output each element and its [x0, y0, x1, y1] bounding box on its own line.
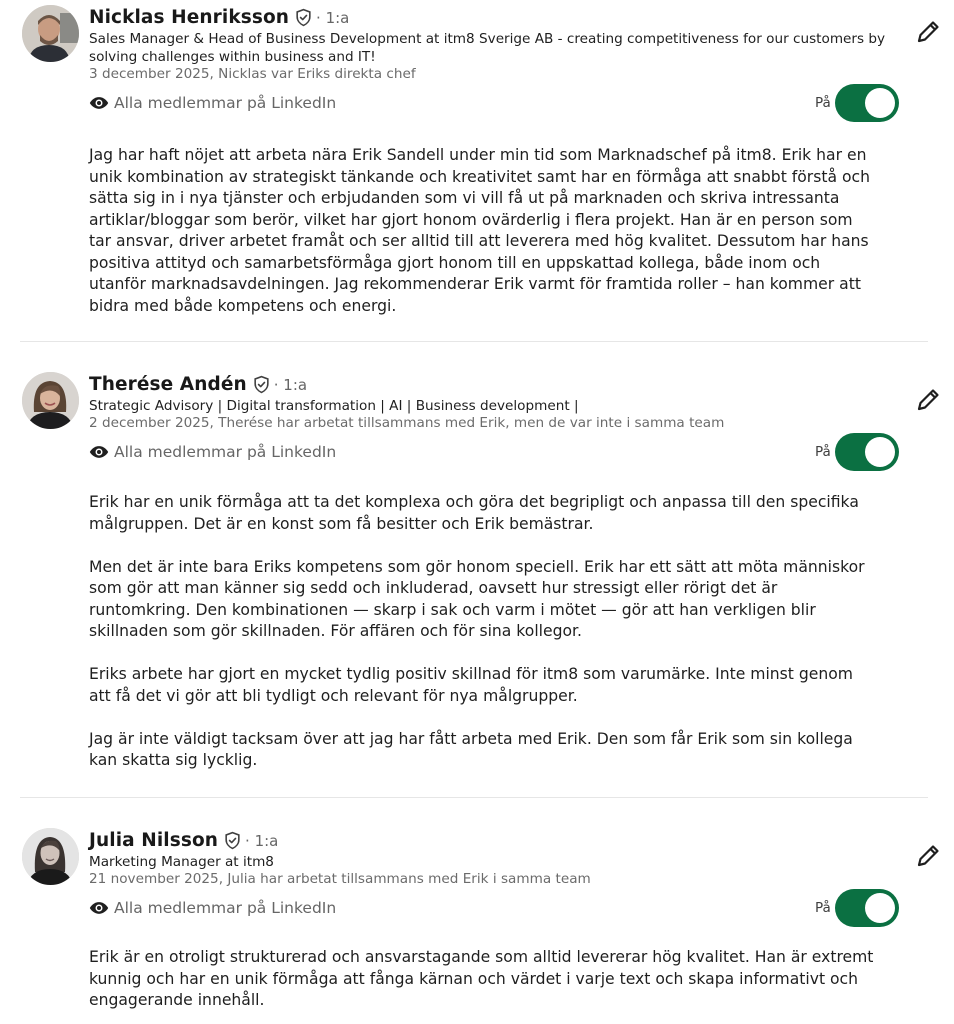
connection-degree: · 1:a: [273, 375, 308, 394]
eye-icon: [89, 901, 109, 915]
avatar-photo-icon: [22, 372, 79, 429]
author-headline: Sales Manager & Head of Business Development at itm8 Sverige AB - creating competitiveness for our customers by solving challenges within business and IT!: [89, 31, 886, 65]
show-on-profile-toggle[interactable]: [835, 84, 899, 122]
visibility-label: Alla medlemmar på LinkedIn: [114, 899, 337, 917]
divider: [20, 341, 928, 342]
recommendation-text: [89, 947, 879, 1012]
eye-icon: [89, 96, 109, 110]
recommendation-text: [89, 145, 879, 317]
visibility-setting: [89, 94, 336, 112]
author-row: [89, 7, 349, 28]
toggle-knob: [865, 893, 895, 923]
visibility-label: Alla medlemmar på LinkedIn: [114, 443, 337, 461]
toggle-label: På: [815, 444, 831, 460]
verified-shield-icon: [294, 8, 313, 27]
edit-button[interactable]: [914, 842, 942, 870]
avatar-photo-icon: [22, 828, 79, 885]
pencil-icon: [914, 18, 942, 46]
eye-icon: [89, 445, 109, 459]
recommendation-meta: 21 november 2025, Julia har arbetat tillsammans med Erik i samma team: [89, 871, 591, 887]
author-row: [89, 374, 307, 395]
author-name[interactable]: Nicklas Henriksson: [89, 7, 290, 28]
avatar-photo-icon: [22, 5, 79, 62]
recommendation-paragraph: Jag är inte väldigt tacksam över att jag har fått arbeta med Erik. Den som får Erik som sin kollega kan skatta sig lycklig.: [89, 729, 853, 769]
recommendation-paragraph: Eriks arbete har gjort en mycket tydlig positiv skillnad för itm8 som varumärke. Inte minst genom att få det vi gör att bli tydligt och relevant för nya målgrupper.: [89, 665, 853, 705]
recommendation-paragraph: Men det är inte bara Eriks kompetens som gör honom speciell. Erik har ett sätt att möta människor som gör att man känner sig sedd och inkluderad, oavsett hur stressigt eller rörigt det är runtomkring. Den kombinationen — skarp i sak och varm i mötet — gör att han verkligen blir skillnaden som gör skillnaden. För affären och för sina kollegor.: [89, 557, 865, 640]
toggle-knob: [865, 437, 895, 467]
divider: [20, 797, 928, 798]
edit-button[interactable]: [914, 386, 942, 414]
verified-shield-icon: [252, 375, 271, 394]
toggle-knob: [865, 88, 895, 118]
recommendation-text: [89, 492, 879, 772]
avatar[interactable]: [22, 5, 79, 62]
author-headline: Marketing Manager at itm8: [89, 854, 274, 870]
visibility-label: Alla medlemmar på LinkedIn: [114, 94, 337, 112]
recommendation-paragraph: Erik har en unik förmåga att ta det komplexa och göra det begripligt och anpassa till den specifika målgruppen. Det är en konst som få besitter och Erik bemästrar.: [89, 493, 859, 533]
recommendation-meta: 2 december 2025, Therése har arbetat tillsammans med Erik, men de var inte i samma team: [89, 415, 725, 431]
recommendation-meta: 3 december 2025, Nicklas var Eriks direkta chef: [89, 66, 416, 82]
author-name[interactable]: Therése Andén: [89, 374, 247, 395]
avatar[interactable]: [22, 372, 79, 429]
author-name[interactable]: Julia Nilsson: [89, 830, 219, 851]
visibility-setting: [89, 443, 336, 461]
pencil-icon: [914, 842, 942, 870]
visibility-setting: [89, 899, 336, 917]
show-on-profile-toggle[interactable]: [835, 433, 899, 471]
author-headline: Strategic Advisory | Digital transformation | AI | Business development |: [89, 398, 579, 414]
verified-shield-icon: [223, 831, 242, 850]
connection-degree: · 1:a: [316, 8, 350, 27]
show-on-profile-toggle[interactable]: [835, 889, 899, 927]
avatar[interactable]: [22, 828, 79, 885]
pencil-icon: [914, 386, 942, 414]
recommendation-paragraph: Erik är en otroligt strukturerad och ansvarstagande som alltid levererar hög kvalitet. Han är extremt kunnig och har en unik förmåga att fånga kärnan och värdet i varje text och skapa informativt och engagerande innehåll.: [89, 948, 874, 1009]
connection-degree: · 1:a: [245, 831, 279, 850]
author-row: [89, 830, 278, 851]
recommendation-paragraph: Jag har haft nöjet att arbeta nära Erik Sandell under min tid som Marknadschef på itm8. Erik har en unik kombination av strategiskt tänkande och kreativitet samt har en förmåga att snabbt förstå och sätta sig in i nya tjänster och erbjudanden som vi vill få ut på marknaden och skriva intressanta artiklar/bloggar som berör, vilket har gjort honom ovärderlig i flera projekt. Han är en person som tar ansvar, driver arbetet framåt och ser alltid till att leverera med hög kvalitet. Dessutom har hans positiva attityd och samarbetsförmåga gjort honom till en uppskattad kollega, både inom och utanför marknadsavdelningen. Jag rekommenderar Erik varmt för framtida roller – han kommer att bidra med både kompetens och energi.: [89, 146, 870, 315]
toggle-label: På: [815, 900, 831, 916]
edit-button[interactable]: [914, 18, 942, 46]
toggle-label: På: [815, 95, 831, 111]
